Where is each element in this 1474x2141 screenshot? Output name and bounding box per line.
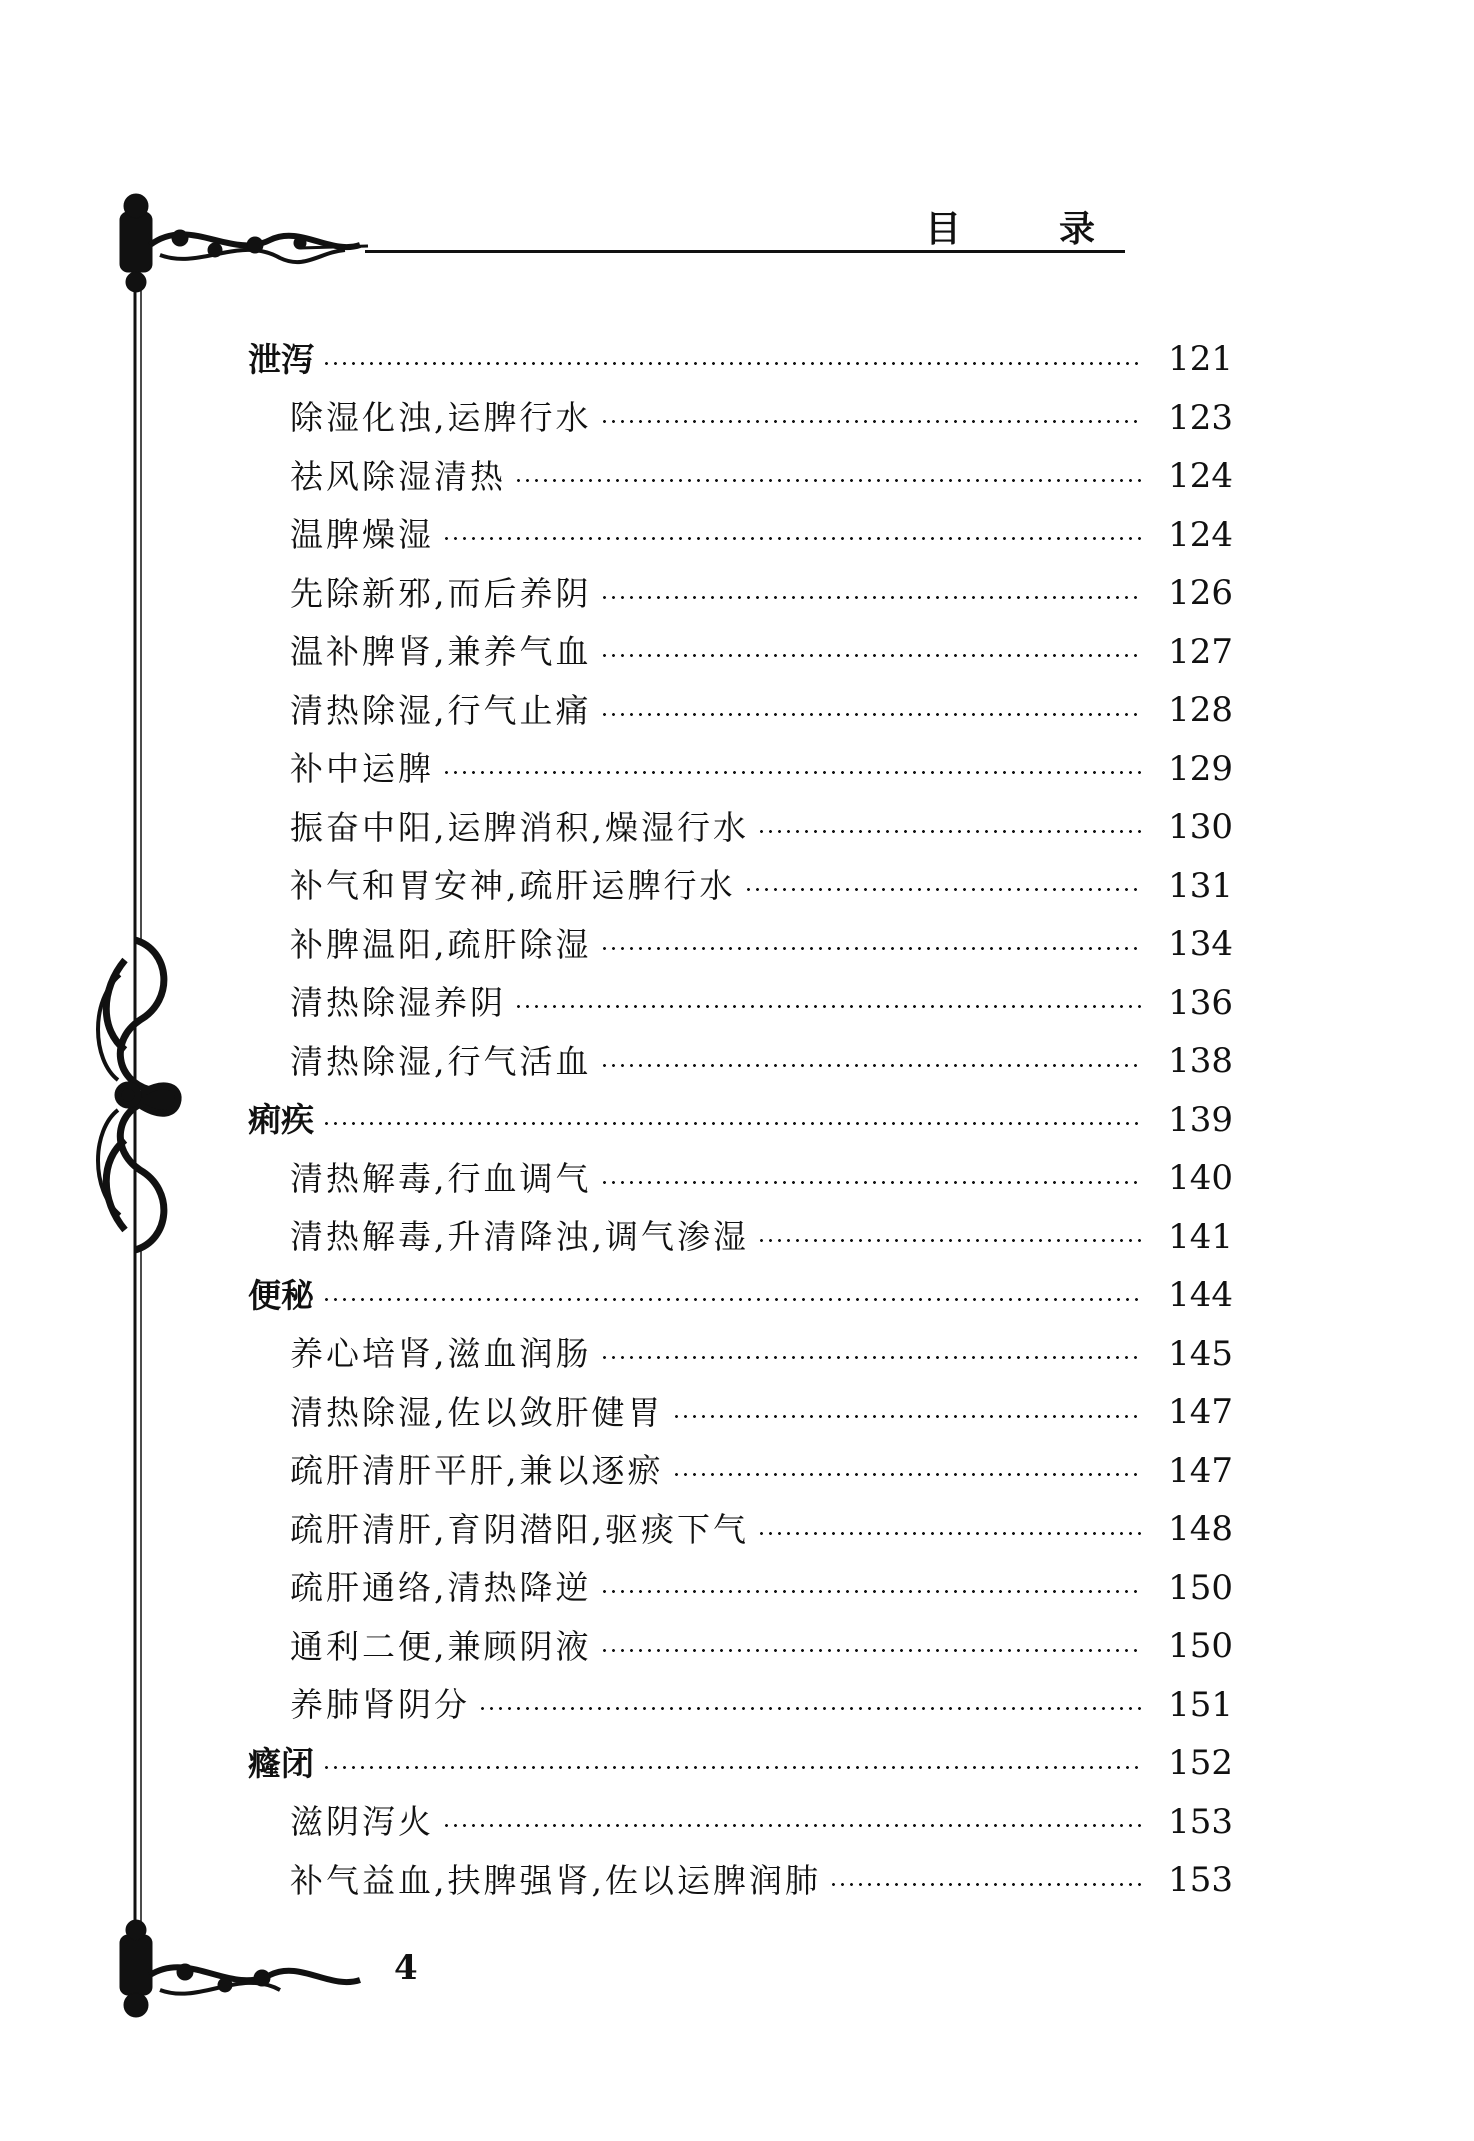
dot-leader (514, 1005, 1143, 1008)
toc-entry-page: 150 (1168, 1626, 1233, 1667)
toc-entry-label: 清热除湿养阴 (290, 983, 506, 1023)
toc-entry[interactable] (248, 1734, 1233, 1793)
toc-entry-label: 先除新邪,而后养阴 (290, 573, 592, 613)
toc-entry[interactable] (248, 1032, 1233, 1091)
dot-leader (600, 1181, 1144, 1184)
toc-entry-page: 124 (1168, 514, 1233, 555)
dot-leader (478, 1707, 1143, 1710)
toc-entry-page: 131 (1168, 865, 1233, 906)
toc-entry-label: 疏肝通络,清热降逆 (290, 1568, 592, 1608)
toc-entry[interactable] (248, 447, 1233, 506)
dot-leader (322, 1766, 1143, 1769)
toc-entry[interactable] (248, 1149, 1233, 1208)
toc-entry[interactable] (248, 1617, 1233, 1676)
toc-entry-page: 151 (1168, 1684, 1233, 1725)
toc-entry[interactable] (248, 857, 1233, 916)
toc-entry-page: 152 (1168, 1743, 1233, 1784)
toc-entry[interactable] (248, 1676, 1233, 1735)
toc-entry[interactable] (248, 1266, 1233, 1325)
dot-leader (600, 1064, 1144, 1067)
toc-entry-page: 141 (1168, 1216, 1233, 1257)
dot-leader (672, 1473, 1144, 1476)
toc-entry[interactable] (248, 740, 1233, 799)
toc-entry[interactable] (248, 1442, 1233, 1501)
dot-leader (600, 420, 1144, 423)
toc-entry[interactable] (248, 1500, 1233, 1559)
table-of-contents (248, 330, 1233, 1910)
toc-entry-page: 145 (1168, 1333, 1233, 1374)
toc-entry-label: 清热除湿,行气止痛 (290, 690, 592, 730)
dot-leader (757, 1239, 1143, 1242)
dot-leader (672, 1415, 1144, 1418)
toc-entry-page: 123 (1168, 397, 1233, 438)
toc-entry[interactable] (248, 1793, 1233, 1852)
toc-entry-page: 129 (1168, 748, 1233, 789)
toc-entry[interactable] (248, 564, 1233, 623)
toc-entry-label: 养心培肾,滋血润肠 (290, 1334, 592, 1374)
toc-entry[interactable] (248, 1325, 1233, 1384)
corner-flourish-bottom (120, 1920, 360, 2017)
toc-entry-page: 153 (1168, 1860, 1233, 1901)
toc-entry-label: 温脾燥湿 (290, 515, 434, 555)
section-title (925, 203, 1095, 249)
scroll-ornament-middle (98, 940, 178, 1250)
toc-entry-label: 便秘 (248, 1275, 314, 1315)
toc-entry[interactable] (248, 915, 1233, 974)
toc-entry-page: 147 (1168, 1450, 1233, 1491)
toc-entry-label: 清热除湿,佐以敛肝健胃 (290, 1392, 664, 1432)
toc-entry-label: 除湿化浊,运脾行水 (290, 398, 592, 438)
toc-entry-label: 通利二便,兼顾阴液 (290, 1626, 592, 1666)
toc-entry-page: 128 (1168, 690, 1233, 731)
dot-leader (600, 713, 1144, 716)
toc-entry-label: 疏肝清肝,育阴潜阳,驱痰下气 (290, 1509, 749, 1549)
toc-entry-label: 疏肝清肝平肝,兼以逐瘀 (290, 1451, 664, 1491)
toc-entry-page: 147 (1168, 1392, 1233, 1433)
toc-entry-label: 祛风除湿清热 (290, 456, 506, 496)
toc-entry-page: 138 (1168, 1041, 1233, 1082)
dot-leader (600, 596, 1144, 599)
toc-entry[interactable] (248, 798, 1233, 857)
toc-entry-label: 泄泻 (248, 339, 314, 379)
dot-leader (442, 537, 1143, 540)
toc-entry[interactable] (248, 1383, 1233, 1442)
toc-entry[interactable] (248, 330, 1233, 389)
page-number: 4 (394, 1948, 418, 1988)
toc-entry-page: 150 (1168, 1567, 1233, 1608)
toc-entry-page: 140 (1168, 1158, 1233, 1199)
toc-entry-label: 癃闭 (248, 1743, 314, 1783)
toc-entry-page: 124 (1168, 456, 1233, 497)
toc-entry-label: 补气和胃安神,疏肝运脾行水 (290, 866, 736, 906)
toc-entry-label: 滋阴泻火 (290, 1802, 434, 1842)
dot-leader (442, 771, 1143, 774)
toc-entry-page: 139 (1168, 1099, 1233, 1140)
dot-leader (744, 888, 1144, 891)
toc-entry-page: 126 (1168, 573, 1233, 614)
toc-entry-label: 痢疾 (248, 1100, 314, 1140)
toc-entry-page: 136 (1168, 982, 1233, 1023)
toc-entry-page: 144 (1168, 1275, 1233, 1316)
toc-entry[interactable] (248, 506, 1233, 565)
toc-entry-page: 134 (1168, 924, 1233, 965)
toc-entry-label: 补气益血,扶脾强肾,佐以运脾润肺 (290, 1860, 821, 1900)
dot-leader (600, 1356, 1144, 1359)
dot-leader (600, 654, 1144, 657)
dot-leader (757, 1532, 1143, 1535)
dot-leader (514, 479, 1143, 482)
toc-entry-label: 振奋中阳,运脾消积,燥湿行水 (290, 807, 749, 847)
dot-leader (829, 1883, 1143, 1886)
header-rule (365, 250, 1125, 253)
corner-flourish-top (120, 194, 368, 292)
toc-entry[interactable] (248, 389, 1233, 448)
dot-leader (442, 1824, 1143, 1827)
dot-leader (600, 1590, 1144, 1593)
dot-leader (600, 947, 1144, 950)
toc-entry-label: 补中运脾 (290, 749, 434, 789)
toc-entry-label: 清热解毒,行血调气 (290, 1158, 592, 1198)
toc-entry[interactable] (248, 974, 1233, 1033)
toc-entry-page: 127 (1168, 631, 1233, 672)
toc-entry[interactable] (248, 1559, 1233, 1618)
toc-entry-page: 148 (1168, 1509, 1233, 1550)
toc-entry-label: 清热除湿,行气活血 (290, 1041, 592, 1081)
toc-entry[interactable] (248, 1208, 1233, 1267)
toc-entry-label: 补脾温阳,疏肝除湿 (290, 924, 592, 964)
toc-entry-label: 清热解毒,升清降浊,调气渗湿 (290, 1217, 749, 1257)
dot-leader (322, 1298, 1143, 1301)
toc-entry[interactable] (248, 681, 1233, 740)
dot-leader (600, 1649, 1144, 1652)
section-title-char: 录 (1058, 207, 1095, 250)
toc-entry[interactable] (248, 1851, 1233, 1910)
dot-leader (322, 362, 1143, 365)
dot-leader (322, 1122, 1143, 1125)
toc-entry[interactable] (248, 623, 1233, 682)
toc-entry-page: 153 (1168, 1801, 1233, 1842)
toc-entry[interactable] (248, 1091, 1233, 1150)
section-title-char: 目 (925, 207, 962, 250)
dot-leader (757, 830, 1143, 833)
toc-entry-page: 130 (1168, 807, 1233, 848)
toc-entry-page: 121 (1168, 339, 1233, 380)
toc-entry-label: 温补脾肾,兼养气血 (290, 632, 592, 672)
toc-entry-label: 养肺肾阴分 (290, 1685, 470, 1725)
